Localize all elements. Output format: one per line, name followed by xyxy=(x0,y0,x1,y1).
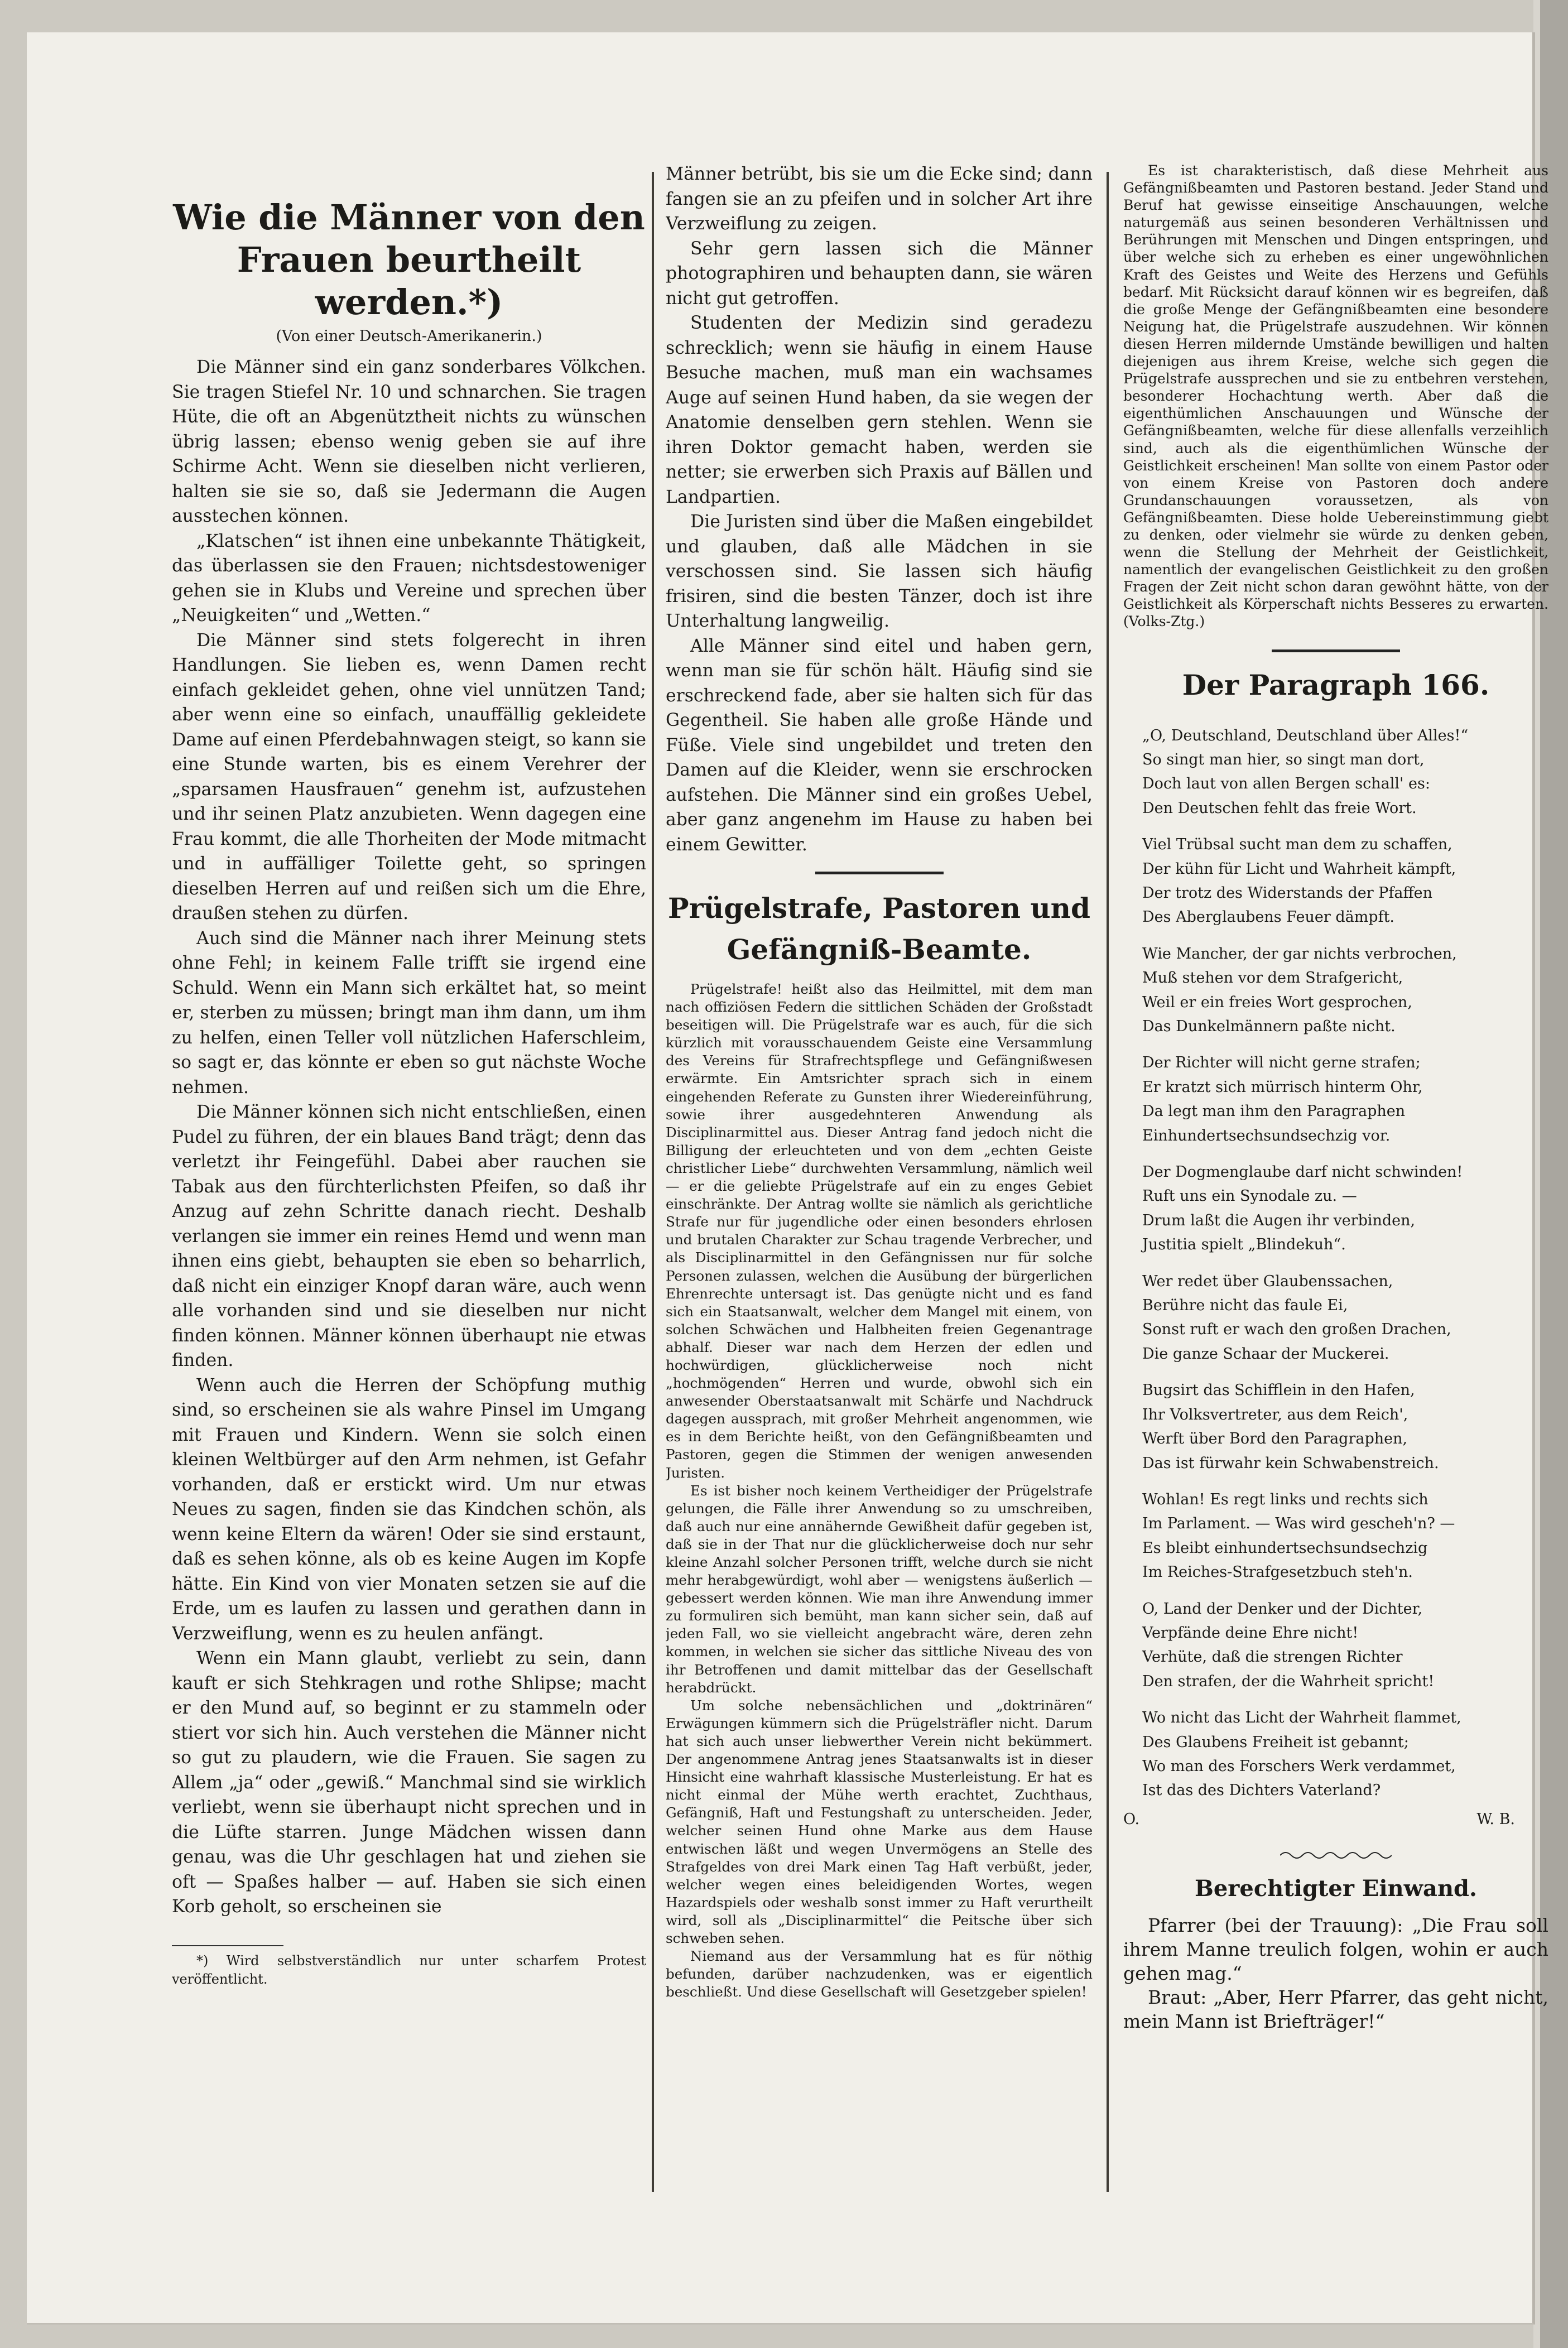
poem-line: Wo nicht das Licht der Wahrheit flammet, xyxy=(1142,1709,1461,1727)
column-divider xyxy=(652,172,654,2192)
signature-left: O. xyxy=(1123,1810,1140,1828)
poem-line: Da legt man ihm den Paragraphen xyxy=(1142,1103,1406,1120)
article-paragraph: Wenn auch die Herren der Schöpfung muthig sind, so erscheinen sie als wahre Pinsel im Umgang mit Frauen und Kindern. Wenn sie solch einen kleinen Weltbürger auf den Arm nehmen, ist Gefahr vorhanden, daß er erstickt wird. Um nur etwas Neues zu sagen, finden sie das Kindchen schön, als wenn keine Eltern da wären! Oder sie sind erstaunt, daß es sehen könne, als ob es keine Augen im Kopfe hätte. Ein Kind von vier Monaten setzen sie auf die Erde, um es laufen zu lassen und gerathen dann in Verzweiflung, wenn es zu heulen anfängt. xyxy=(172,1375,646,1644)
poem-line: Der trotz des Widerstands der Pfaffen xyxy=(1142,884,1433,902)
article-paragraph: Niemand aus der Versammlung hat es für nöthig befunden, darüber nachzudenken, was er eigentlich beschließt. Und diese Gesellschaft will Gesetzgeber spielen! xyxy=(666,1948,1093,2000)
column-1 xyxy=(172,162,646,1989)
poem-line: Einhundertsechsundsechzig vor. xyxy=(1142,1127,1391,1144)
wavy-divider-icon xyxy=(1280,1850,1392,1861)
poem-line: Er kratzt sich mürrisch hinterm Ohr, xyxy=(1142,1078,1423,1096)
poem-line: Weil er ein freies Wort gesprochen, xyxy=(1142,993,1412,1011)
article-paragraph: Die Juristen sind über die Maßen eingebildet und glauben, daß alle Mädchen in sie verschossen sind. Sie lassen sich häufig frisiren, sind die besten Tänzer, doch ist ihre Unterhaltung langweilig. xyxy=(666,512,1093,631)
poem-line: Bugsirt das Schifflein in den Hafen, xyxy=(1142,1382,1415,1399)
poem-line: Es bleibt einhundertsechsundsechzig xyxy=(1142,1539,1428,1557)
article-paragraph: Männer betrübt, bis sie um die Ecke sind; dann fangen sie an zu pfeifen und in solcher Art ihre Verzweiflung zu zeigen. xyxy=(666,164,1093,234)
newspaper-page xyxy=(27,32,1548,2325)
poem-line: Im Parlament. — Was wird gescheh'n? — xyxy=(1142,1515,1455,1533)
poem-line: Wie Mancher, der gar nichts verbrochen, xyxy=(1142,945,1457,963)
poem-line: Justitia spielt „Blindekuh“. xyxy=(1142,1236,1346,1254)
poem-stanza xyxy=(1142,1160,1548,1257)
section-separator xyxy=(815,872,944,874)
poem-title: Der Paragraph 166. xyxy=(1182,668,1490,701)
column-divider xyxy=(1107,172,1109,2192)
poem-line: Wo man des Forschers Werk verdammet, xyxy=(1142,1757,1456,1775)
poem-line: Berühre nicht das faule Ei, xyxy=(1142,1297,1348,1315)
poem-stanza xyxy=(1142,1378,1548,1475)
poem-line: Das ist fürwahr kein Schwabenstreich. xyxy=(1142,1454,1439,1472)
poem-line: „O, Deutschland, Deutschland über Alles!“ xyxy=(1142,726,1469,744)
poem-line: Der Dogmenglaube darf nicht schwinden! xyxy=(1142,1163,1463,1181)
article-paragraph: Studenten der Medizin sind geradezu schrecklich; wenn sie häufig in einem Hause Besuche machen, muß man ein wachsames Auge auf seinen Hund haben, da sie wegen der Anatomie denselben gern stehlen. Wenn sie ihren Doktor gemacht haben, werden sie netter; sie erwerben sich Praxis auf Bällen und Landpartien. xyxy=(666,313,1093,507)
article-title: Wie die Männer von den Frauen beurtheilt werden.*) xyxy=(173,197,645,323)
poem-stanza xyxy=(1142,1706,1548,1803)
poem-line: Das Dunkelmännern paßte nicht. xyxy=(1142,1018,1396,1035)
footnote: *) Wird selbstverständlich nur unter scharfem Protest veröffentlicht. xyxy=(172,1952,646,1987)
poem-line: Im Reiches-Strafgesetzbuch steh'n. xyxy=(1142,1563,1413,1581)
poem-line: Den Deutschen fehlt das freie Wort. xyxy=(1142,799,1417,817)
article-paragraph: Die Männer sind ein ganz sonderbares Völkchen. Sie tragen Stiefel Nr. 10 und schnarchen. Sie tragen Hüte, die oft an Abgenütztheit nichts zu wünschen übrig lassen; ebenso wenig geben sie auf ihre Schirme Acht. Wenn sie dieselben nicht verlieren, halten sie sie so, daß sie Jedermann die Augen ausstechen können. xyxy=(172,357,646,526)
column-3 xyxy=(1123,162,1548,2033)
poem-line: Der kühn für Licht und Wahrheit kämpft, xyxy=(1142,860,1456,878)
joke-title: Berechtigter Einwand. xyxy=(1195,1875,1477,1902)
poem-line: Ist das des Dichters Vaterland? xyxy=(1142,1782,1381,1800)
poem-line: Viel Trübsal sucht man dem zu schaffen, xyxy=(1142,836,1452,854)
poem-stanza xyxy=(1142,1597,1548,1694)
poem-line: Wohlan! Es regt links und rechts sich xyxy=(1142,1490,1428,1508)
poem-line: Muß stehen vor dem Strafgericht, xyxy=(1142,969,1403,987)
column-2 xyxy=(666,162,1093,2001)
poem-line: Ihr Volksvertreter, aus dem Reich', xyxy=(1142,1406,1408,1423)
poem-line: Die ganze Schaar der Muckerei. xyxy=(1142,1345,1389,1363)
poem-line: Verhüte, daß die strengen Richter xyxy=(1142,1648,1403,1666)
poem-signature xyxy=(1123,1808,1548,1831)
joke-line: Pfarrer (bei der Trauung): „Die Frau soll ihrem Manne treulich folgen, wohin er auch gehen mag.“ xyxy=(1123,1914,1548,1984)
poem-line: O, Land der Denker und der Dichter, xyxy=(1142,1600,1423,1618)
article-paragraph: Es ist bisher noch keinem Vertheidiger der Prügelstrafe gelungen, die Fälle ihrer Anwendung so zu umschreiben, daß auch nur eine annähernde Gewißheit dafür gegeben ist, daß sie in der That nur die glücklicherweise doch nur sehr kleine Anzahl solcher Personen trifft, welche durch sie nicht mehr herabgewürdigt, wohl aber — wenigstens äußerlich — gebessert werden können. Wie man ihre Anwendung immer zu formuliren sich bemüht, man kann sicher sein, daß auf jeden Fall, wo sie vielleicht angebracht wäre, deren zehn kommen, in welchen sie sicher das sittliche Niveau des von ihr Betroffenen und damit mittelbar das der Gesellschaft herabdrückt. xyxy=(666,1482,1093,1696)
poem-stanza xyxy=(1142,1269,1548,1367)
poem-stanza xyxy=(1142,724,1548,821)
article-title: Prügelstrafe, Pastoren und Gefängniß-Beamte. xyxy=(667,892,1090,966)
article-paragraph: Prügelstrafe! heißt also das Heilmittel, mit dem man nach offiziösen Federn die sittlichen Schäden der Großstadt beseitigen will. Die Prügelstrafe war es auch, für die sich kürzlich mit vorausschauendem Geiste eine Versammlung des Vereins für Strafrechtspflege und Gefängnißwesen erwärmte. Ein Amtsrichter sprach sich in einem eingehenden Referate zu Gunsten ihrer Wiedereinführung, sowie ihrer ausgedehnteren Anwendung als Disciplinarmittel aus. Dieser Antrag fand jedoch nicht die Billigung der erleuchteten und von dem „echten Geiste christlicher Liebe“ durchwehten Versammlung, nämlich weil — er die geliebte Prügelstrafe auf ein zu enges Gebiet einschränkte. Der Antrag wollte sie nämlich als gerichtliche Strafe nur für jugendliche oder einen besonders ehrlosen und brutalen Charakter zur Schau tragende Verbrecher, und als Disciplinarmittel in den Gefängnissen nur für solche Personen zulassen, welchen die Ausübung der bürgerlichen Ehrenrechte untersagt ist. Das genügte nicht und es fand sich ein Staatsanwalt, welcher dem Mangel mit einem, von solchen Schwächen und Halbheiten freien Gegenantrage abhalf. Dieser war nach dem Herzen der edlen und hochwürdigen, glücklicherweise noch nicht „hochmögenden“ Herren und wurde, obwohl sich ein anwesender Oberstaatsanwalt mit Schärfe und Nachdruck dagegen aussprach, mit großer Mehrheit angenommen, wie es in dem Berichte heißt, von den Gefängnißbeamten und Pastoren, gegen die Stimmen der wenigen anwesenden Juristen. xyxy=(666,981,1093,1481)
poem-stanza xyxy=(1142,833,1548,930)
poem-line: Sonst ruft er wach den großen Drachen, xyxy=(1142,1321,1451,1339)
article-paragraph: Sehr gern lassen sich die Männer photographiren und behaupten dann, sie wären nicht gut getroffen. xyxy=(666,238,1093,309)
article-paragraph: „Klatschen“ ist ihnen eine unbekannte Thätigkeit, das überlassen sie den Frauen; nichtsdestoweniger gehen sie in Klubs und Vereine und sprechen über „Neuigkeiten“ und „Wetten.“ xyxy=(172,531,646,626)
article-paragraph: Auch sind die Männer nach ihrer Meinung stets ohne Fehl; in keinem Falle trifft sie irgend eine Schuld. Wenn ein Mann sich erkältet hat, so meint er, sterben zu müssen; bringt man ihm dann, um ihm zu helfen, einen Teller voll nützlichen Haferschleim, so sagt er, das könnte er eben so gut nächste Woche nehmen. xyxy=(172,928,646,1098)
poem-stanza xyxy=(1142,942,1548,1039)
poem-line: Des Glaubens Freiheit ist gebannt; xyxy=(1142,1733,1409,1751)
poem-line: Ruft uns ein Synodale zu. — xyxy=(1142,1187,1357,1205)
article-subtitle: (Von einer Deutsch-Amerikanerin.) xyxy=(276,328,542,345)
article-paragraph: Um solche nebensächlichen und „doktrinären“ Erwägungen kümmern sich die Prügelsträfler nicht. Darum hat sich auch unser liebwerther Verein nicht bekümmert. Der angenommene Antrag jenes Staatsanwalts ist in dieser Hinsicht eine wahrhaft klassische Musterleistung. Er hat es nicht einmal der Mühe werth erachtet, Zuchthaus, Gefängniß, Haft und Festungshaft zu unterscheiden. Jeder, welcher seinen Hund ohne Marke aus dem Hause entwischen läßt und wegen Unvermögens an Stelle des Strafgeldes von drei Mark einen Tag Haft verbüßt, jeder, welcher wegen eines beleidigenden Wortes, wegen Hazardspiels oder weshalb sonst immer zu Haft verurtheilt wird, soll als „Disciplinarmittel“ die Peitsche über sich schweben sehen. xyxy=(666,1697,1093,1946)
poem-line: Werft über Bord den Paragraphen, xyxy=(1142,1430,1408,1448)
article-paragraph: Die Männer können sich nicht entschließen, einen Pudel zu führen, der ein blaues Band trägt; denn das verletzt ihr Feingefühl. Dabei aber rauchen sie Tabak aus den fürchterlichsten Pfeifen, so daß ihr Anzug auf zehn Schritte danach riecht. Deshalb verlangen sie immer ein reines Hemd und wenn man ihnen eins giebt, behaupten sie eben so beharrlich, daß nicht ein einziger Knopf daran wäre, auch wenn alle vorhanden sind und sie dieselben nur nicht finden können. Männer können überhaupt nie etwas finden. xyxy=(172,1102,646,1370)
poem-line: Den strafen, der die Wahrheit spricht! xyxy=(1142,1672,1435,1690)
article-paragraph: Wenn ein Mann glaubt, verliebt zu sein, dann kauft er sich Stehkragen und rothe Shlipse; macht er den Mund auf, so beginnt er zu stammeln oder stiert vor sich hin. Auch verstehen die Männer nicht so gut zu plaudern, wie die Frauen. Sie sagen zu Allem „ja“ oder „gewiß.“ Manchmal sind sie wirklich verliebt, wenn sie überhaupt nicht sprechen und in die Lüfte starren. Junge Mädchen wissen dann genau, was die Uhr geschlagen hat und ziehen sie oft — Spaßes halber — auf. Haben sie sich einen Korb geholt, so erscheinen sie xyxy=(172,1648,646,1917)
poem-line: Des Aberglaubens Feuer dämpft. xyxy=(1142,908,1395,926)
signature-right: W. B. xyxy=(1476,1810,1515,1828)
section-separator xyxy=(1272,649,1400,652)
article-paragraph: Es ist charakteristisch, daß diese Mehrheit aus Gefängnißbeamten und Pastoren bestand. Jeder Stand und Beruf hat gewisse einseitige Anschauungen, welche naturgemäß aus seinen besonderen Verhältnissen und Berührungen mit Menschen und Dingen entspringen, und über welche sich zu erheben es einer ungewöhnlichen Kraft des Geistes und Weite des Herzens und Gefühls bedarf. Mit Rücksicht darauf können wir es begreifen, daß die große Menge der Gefängnißbeamten eine besondere Neigung hat, die Prügelstrafe auszudehnen. Wir können diesen Herren mildernde Umstände bewilligen und halten diejenigen aus ihrem Kreise, welche sich gegen die Prügelstrafe aussprechen und sie zu entbehren verstehen, besonderer Hochachtung werth. Aber daß die eigenthümlichen Anschauungen und Wünsche der Gefängnißbeamten, welche für diese allenfalls verzeihlich sind, auch als die eigenthümlichen Wünsche der Geistlichkeit erscheinen! Man sollte von einem Pastor oder von einem Kreise von Pastoren doch andere Grundanschauungen voraussetzen, als von Gefängnißbeamten. Diese holde Uebereinstimmung giebt zu denken, oder vielmehr sie würde zu denken geben, wenn die Stellung der Mehrheit der Geistlichkeit, namentlich der evangelischen Geistlichkeit zu den großen Fragen der Zeit nicht schon daran gewöhnt hätte, von der Geistlichkeit als Körperschaft nichts Besseres zu erwarten. (Volks-Ztg.) xyxy=(1123,162,1548,630)
poem-line: Der Richter will nicht gerne strafen; xyxy=(1142,1054,1421,1072)
poem-stanza xyxy=(1142,1051,1548,1148)
footnote-rule xyxy=(172,1945,283,1946)
article-paragraph: Die Männer sind stets folgerecht in ihren Handlungen. Sie lieben es, wenn Damen recht einfach gekleidet gehen, ohne viel unnützen Tand; aber wenn eine so einfach, unauffällig gekleidete Dame auf einen Pferdebahnwagen steigt, so kann sie eine Stunde warten, bis es einem Verehrer der „sparsamen Hausfrauen“ genehm ist, aufzustehen und ihr seinen Platz anzubieten. Wenn dagegen eine Frau kommt, die alle Thorheiten der Mode mitmacht und in auffälliger Toilette geht, so springen dieselben Herren auf und reißen sich um die Ehre, draußen stehen zu dürfen. xyxy=(172,630,646,923)
poem-line: Verpfände deine Ehre nicht! xyxy=(1142,1624,1359,1642)
poem-stanza xyxy=(1142,1488,1548,1585)
article-paragraph: Alle Männer sind eitel und haben gern, wenn man sie für schön hält. Häufig sind sie erschreckend fade, aber sie halten sich für das Gegentheil. Sie haben alle große Hände und Füße. Viele sind ungebildet und treten den Damen auf die Kleider, wenn sie erschrocken aufstehen. Die Männer sind ein großes Uebel, aber ganz angenehm im Hause zu haben bei einem Gewitter. xyxy=(666,636,1093,855)
joke-line: Braut: „Aber, Herr Pfarrer, das geht nicht, mein Mann ist Briefträger!“ xyxy=(1123,1986,1548,2032)
poem-line: Doch laut von allen Bergen schall' es: xyxy=(1142,775,1430,793)
poem-body xyxy=(1123,724,1548,1803)
poem-line: Wer redet über Glaubenssachen, xyxy=(1142,1272,1393,1290)
poem-line: Drum laßt die Augen ihr verbinden, xyxy=(1142,1211,1416,1229)
poem-line: So singt man hier, so singt man dort, xyxy=(1142,750,1425,768)
